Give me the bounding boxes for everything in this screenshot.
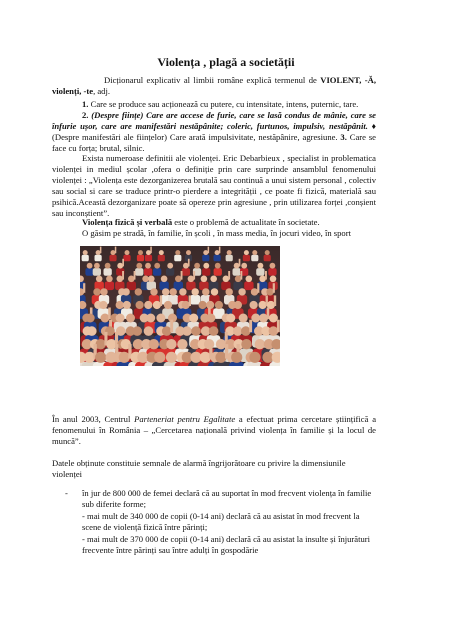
physical-violence-rest: este o problemă de actualitate în societate.: [172, 217, 320, 227]
survey-paragraph: [52, 414, 376, 447]
sense-1-number: 1.: [82, 99, 89, 109]
sense-3-text: Care se face cu forța; brutal, silnic.: [52, 132, 376, 153]
survey-text-a: În anul 2003, Centrul: [52, 414, 131, 424]
document-title: Violența , plagă a societății: [157, 55, 295, 69]
definition-pos: , adj.: [93, 86, 111, 96]
definition-sense-1: [52, 99, 376, 110]
bullet-dash: -: [65, 488, 68, 498]
definitions-paragraph: Exista numeroase definitii ale violenței. Eric Debarbieux , specialist in problematica violenței in mediul școlar ,ofera o definiție prin care surprinde ansamblul fenomenului violenței : „Violența este dezorganizerea brutală sau continuă a unui sistem personal , colectiv sau social si care se traduce printr-o pierdere a integrității , ce poate fi fizică, materială sau psihică.Această dezorganizare poate să opereze prin agresiune , prin utilizarea forței ,conșient sau inconștient”.: [52, 153, 376, 218]
definition-headword: VIOLENT, -Ă, violenți, -te: [52, 75, 377, 96]
physical-violence-bold: Violența fizică și verbală: [82, 217, 173, 227]
sense-2-italic: (Despre ființe) Care are accese de furie, care se lasă condus de mânie, care se înfurie ușor, care are manifestări nestăpânite; coleric, furtunos, impulsiv, nestăpânit. ♦: [52, 110, 376, 131]
physical-violence-line: [52, 217, 376, 228]
definition-sense-2: [52, 110, 376, 154]
data-paragraph: Datele obținute constituie semnale de alarmă îngrijorătoare cu privire la dimensiunile violenței: [52, 458, 346, 479]
survey-org-italic: Parteneriat pentru Egalitate: [134, 414, 236, 424]
found-where-line: O găsim pe stradă, în familie, în școli , în mass media, în jocuri video, în sport: [82, 228, 351, 238]
sense-2-number: 2.: [82, 110, 89, 120]
bullet-text-women: în jur de 800 000 de femei declară că au suportat în mod frecvent violența în familie sub diferite forme;: [82, 488, 372, 509]
list-item-children-insults: - mai mult de 370 000 de copii (0-14 ani) declară că au asistat la insulte și înjurături frecvente între părinți sau între adulți în gospodărie: [82, 534, 371, 555]
sense-2-rest: (Despre manifestări ale ființelor) Care arată impulsivitate, nestăpânire, agresiune.: [52, 132, 338, 142]
survey-text-b: a efectuat prima cercetare științifică a fenomenului în România – „Cercetarea națională privind violența în familie și la locul de muncă”.: [52, 414, 377, 446]
sense-3-number: 3.: [337, 132, 347, 142]
list-item-children-physical: - mai mult de 340 000 de copii (0-14 ani) declară că au asistat în mod frecvent la scene de violență fizică între părinți;: [82, 511, 360, 532]
crowd-photo: [80, 246, 280, 366]
definition-intro: [52, 75, 376, 97]
definition-intro-text: Dicționarul explicativ al limbii române explică termenul de: [104, 75, 317, 85]
sense-1-text: Care se produce sau acționează cu putere, cu intensitate, intens, puternic, tare.: [88, 99, 359, 109]
